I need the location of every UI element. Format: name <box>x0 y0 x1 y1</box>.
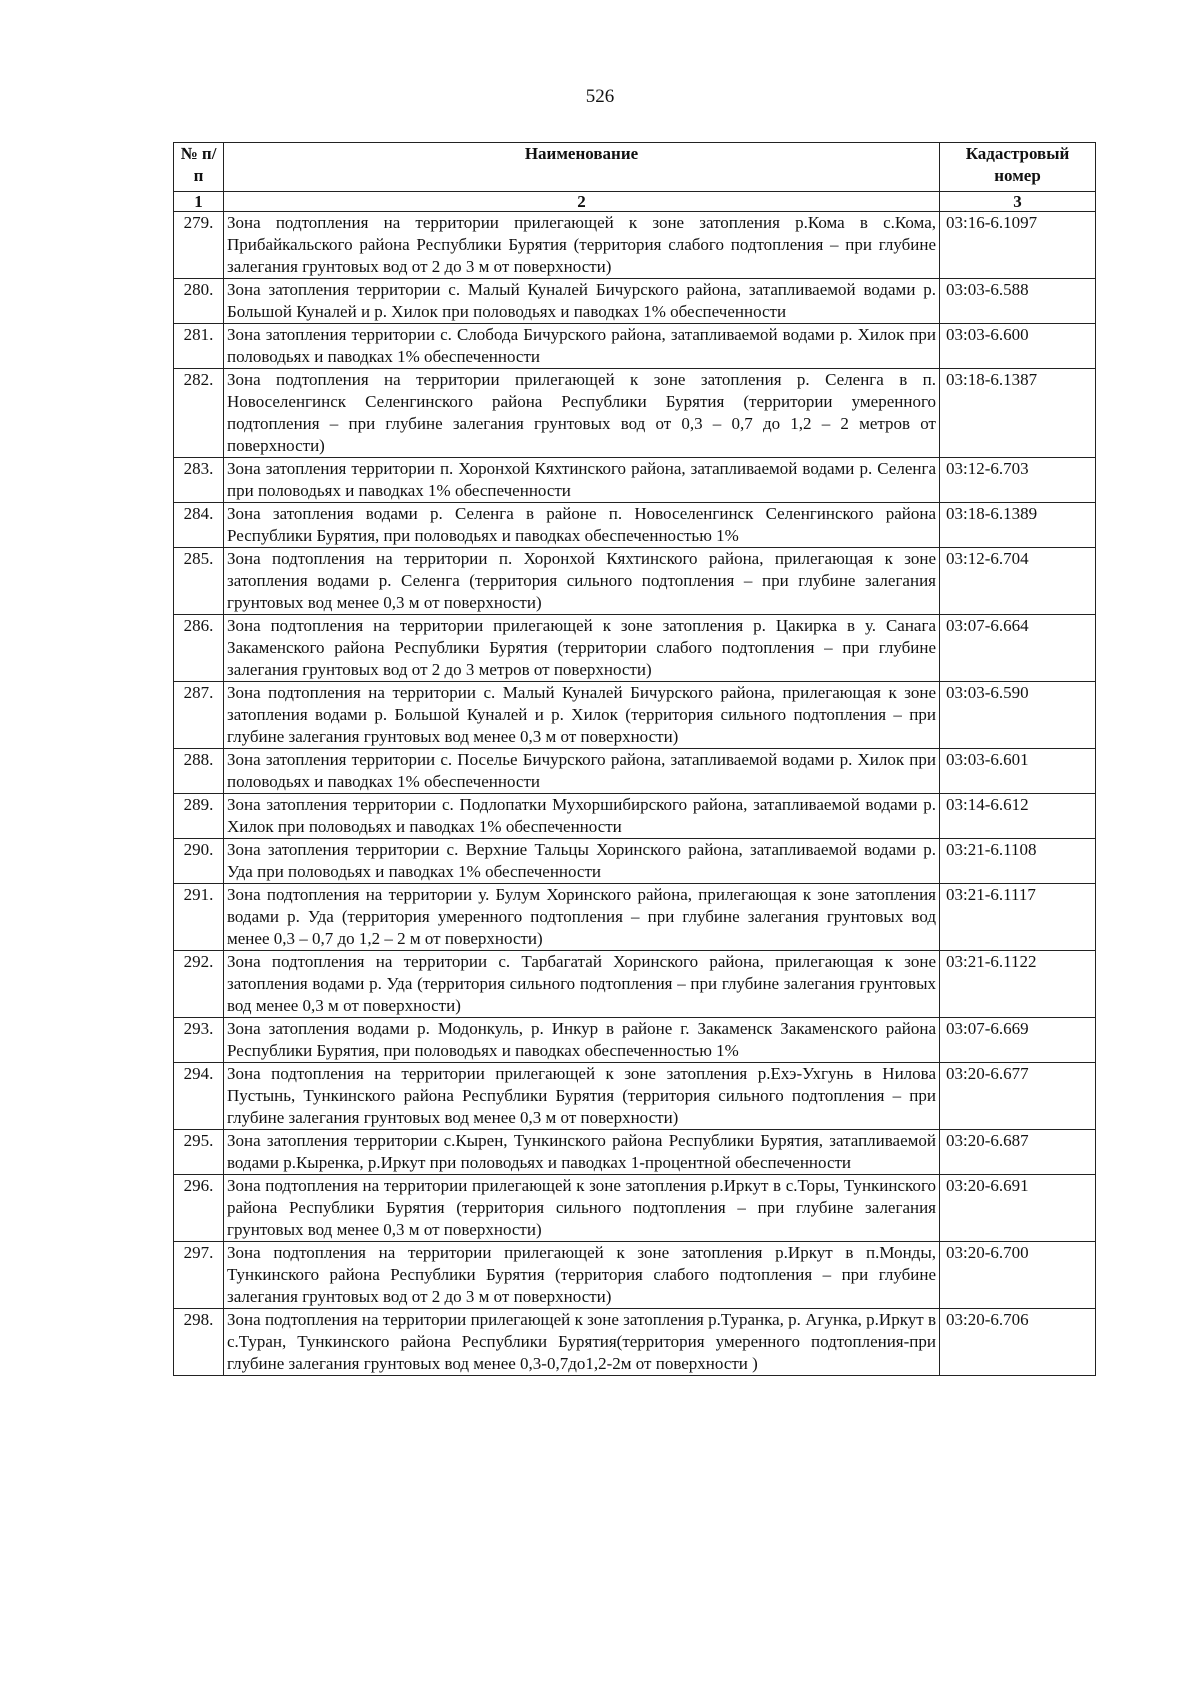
row-number: 297. <box>174 1242 224 1309</box>
row-name: Зона затопления территории с.Кырен, Тункинского района Республики Бурятия, затапливаемой водами р.Кыренка, р.Иркут при половодьях и паводках 1-процентной обеспеченности <box>224 1130 940 1175</box>
row-cadastral-number: 03:20-6.677 <box>940 1063 1096 1130</box>
row-name: Зона затопления водами р. Селенга в районе п. Новоселенгинск Селенгинского района Республики Бурятия, при половодьях и паводках обеспеченностью 1% <box>224 503 940 548</box>
row-number: 284. <box>174 503 224 548</box>
flood-zones-table <box>173 142 1096 1376</box>
row-name: Зона подтопления на территории прилегающей к зоне затопления р.Ехэ-Ухгунь в Нилова Пустынь, Тункинского района Республики Бурятия (территория сильного подтопления – при глубине залегания грунтовых вод менее 0,3 м от поверхности) <box>224 1063 940 1130</box>
row-name: Зона подтопления на территории прилегающей к зоне затопления р.Кома в с.Кома, Прибайкальского района Республики Бурятия (территория слабого подтопления – при глубине залегания грунтовых вод от 2 до 3 м от поверхности) <box>224 212 940 279</box>
table-row <box>174 884 1096 951</box>
table-row <box>174 951 1096 1018</box>
row-cadastral-number: 03:21-6.1122 <box>940 951 1096 1018</box>
row-cadastral-number: 03:03-6.588 <box>940 279 1096 324</box>
table-row <box>174 1175 1096 1242</box>
table-row <box>174 503 1096 548</box>
row-cadastral-number: 03:16-6.1097 <box>940 212 1096 279</box>
row-cadastral-number: 03:20-6.691 <box>940 1175 1096 1242</box>
row-cadastral-number: 03:03-6.600 <box>940 324 1096 369</box>
row-number: 279. <box>174 212 224 279</box>
row-number: 286. <box>174 615 224 682</box>
row-number: 282. <box>174 369 224 458</box>
table-row <box>174 279 1096 324</box>
row-number: 289. <box>174 794 224 839</box>
row-name: Зона подтопления на территории у. Булум Хоринского района, прилегающая к зоне затопления водами р. Уда (территория умеренного подтопления – при глубине залегания грунтовых вод менее 0,3 – 0,7 до 1,2 – 2 м от поверхности) <box>224 884 940 951</box>
table-row <box>174 749 1096 794</box>
table-row <box>174 1018 1096 1063</box>
row-number: 287. <box>174 682 224 749</box>
row-name: Зона подтопления на территории прилегающей к зоне затопления р.Иркут в с.Торы, Тункинского района Республики Бурятия (территория сильного подтопления – при глубине залегания грунтовых вод менее 0,3 м от поверхности) <box>224 1175 940 1242</box>
table-row <box>174 615 1096 682</box>
header-row <box>174 143 1096 192</box>
row-name: Зона затопления территории с. Подлопатки Мухоршибирского района, затапливаемой водами р. Хилок при половодьях и паводках 1% обеспеченности <box>224 794 940 839</box>
table-row <box>174 1242 1096 1309</box>
table-row <box>174 548 1096 615</box>
table-header <box>174 143 1096 212</box>
row-name: Зона затопления территории п. Хоронхой Кяхтинского района, затапливаемой водами р. Селенга при половодьях и паводках 1% обеспеченности <box>224 458 940 503</box>
row-name: Зона подтопления на территории прилегающей к зоне затопления р. Цакирка в у. Санага Закаменского района Республики Бурятия (территории слабого подтопления – при глубине залегания грунтовых вод от 2 до 3 метров от поверхности) <box>224 615 940 682</box>
table-row <box>174 212 1096 279</box>
row-name: Зона затопления водами р. Модонкуль, р. Инкур в районе г. Закаменск Закаменского района Республики Бурятия, при половодьях и паводках обеспеченностью 1% <box>224 1018 940 1063</box>
row-cadastral-number: 03:12-6.704 <box>940 548 1096 615</box>
row-number: 280. <box>174 279 224 324</box>
row-name: Зона затопления территории с. Поселье Бичурского района, затапливаемой водами р. Хилок при половодьях и паводках 1% обеспеченности <box>224 749 940 794</box>
row-number: 294. <box>174 1063 224 1130</box>
row-name: Зона подтопления на территории прилегающей к зоне затопления р.Иркут в п.Монды, Тункинского района Республики Бурятия (территория слабого подтопления – при глубине залегания грунтовых вод от 2 до 3 м от поверхности) <box>224 1242 940 1309</box>
table-row <box>174 682 1096 749</box>
header-cadastral: Кадастровый номер <box>940 143 1096 192</box>
table-row <box>174 369 1096 458</box>
row-cadastral-number: 03:20-6.706 <box>940 1309 1096 1376</box>
row-name: Зона подтопления на территории с. Тарбагатай Хоринского района, прилегающая к зоне затопления водами р. Уда (территория сильного подтопления – при глубине залегания грунтовых вод менее 0,3 м от поверхности) <box>224 951 940 1018</box>
column-index: 3 <box>940 192 1096 212</box>
header-num: № п/п <box>174 143 224 192</box>
row-number: 283. <box>174 458 224 503</box>
header-name: Наименование <box>224 143 940 192</box>
row-number: 285. <box>174 548 224 615</box>
row-cadastral-number: 03:07-6.664 <box>940 615 1096 682</box>
table-body <box>174 212 1096 1376</box>
row-number: 292. <box>174 951 224 1018</box>
row-name: Зона подтопления на территории с. Малый Куналей Бичурского района, прилегающая к зоне затопления водами р. Большой Куналей и р. Хилок (территория сильного подтопления – при глубине залегания грунтовых вод менее 0,3 м от поверхности) <box>224 682 940 749</box>
row-cadastral-number: 03:18-6.1389 <box>940 503 1096 548</box>
row-cadastral-number: 03:03-6.590 <box>940 682 1096 749</box>
table-row <box>174 839 1096 884</box>
row-cadastral-number: 03:14-6.612 <box>940 794 1096 839</box>
row-cadastral-number: 03:18-6.1387 <box>940 369 1096 458</box>
row-number: 295. <box>174 1130 224 1175</box>
table-row <box>174 794 1096 839</box>
column-index: 1 <box>174 192 224 212</box>
row-number: 288. <box>174 749 224 794</box>
row-name: Зона затопления территории с. Малый Куналей Бичурского района, затапливаемой водами р. Большой Куналей и р. Хилок при половодьях и паводках 1% обеспеченности <box>224 279 940 324</box>
row-number: 290. <box>174 839 224 884</box>
row-name: Зона подтопления на территории п. Хоронхой Кяхтинского района, прилегающая к зоне затопления водами р. Селенга (территория сильного подтопления – при глубине залегания грунтовых вод менее 0,3 м от поверхности) <box>224 548 940 615</box>
row-name: Зона подтопления на территории прилегающей к зоне затопления р.Туранка, р. Агунка, р.Иркут в с.Туран, Тункинского района Республики Бурятия(территория умеренного подтопления-при глубине залегания грунтовых вод менее 0,3-0,7до1,2-2м от поверхности ) <box>224 1309 940 1376</box>
row-number: 296. <box>174 1175 224 1242</box>
row-cadastral-number: 03:03-6.601 <box>940 749 1096 794</box>
column-index: 2 <box>224 192 940 212</box>
column-index-row <box>174 192 1096 212</box>
row-cadastral-number: 03:20-6.687 <box>940 1130 1096 1175</box>
row-cadastral-number: 03:21-6.1117 <box>940 884 1096 951</box>
row-cadastral-number: 03:12-6.703 <box>940 458 1096 503</box>
table-row <box>174 324 1096 369</box>
row-cadastral-number: 03:21-6.1108 <box>940 839 1096 884</box>
table-row <box>174 1130 1096 1175</box>
row-number: 298. <box>174 1309 224 1376</box>
row-number: 281. <box>174 324 224 369</box>
table-row <box>174 1063 1096 1130</box>
row-cadastral-number: 03:20-6.700 <box>940 1242 1096 1309</box>
row-name: Зона подтопления на территории прилегающей к зоне затопления р. Селенга в п. Новоселенгинск Селенгинского района Республики Бурятия (территории умеренного подтопления – при глубине залегания грунтовых вод от 0,3 – 0,7 до 1,2 – 2 метров от поверхности) <box>224 369 940 458</box>
row-cadastral-number: 03:07-6.669 <box>940 1018 1096 1063</box>
row-name: Зона затопления территории с. Слобода Бичурского района, затапливаемой водами р. Хилок при половодьях и паводках 1% обеспеченности <box>224 324 940 369</box>
page-number: 526 <box>585 86 615 107</box>
row-name: Зона затопления территории с. Верхние Тальцы Хоринского района, затапливаемой водами р. Уда при половодьях и паводках 1% обеспеченности <box>224 839 940 884</box>
row-number: 293. <box>174 1018 224 1063</box>
row-number: 291. <box>174 884 224 951</box>
table-row <box>174 1309 1096 1376</box>
table-row <box>174 458 1096 503</box>
